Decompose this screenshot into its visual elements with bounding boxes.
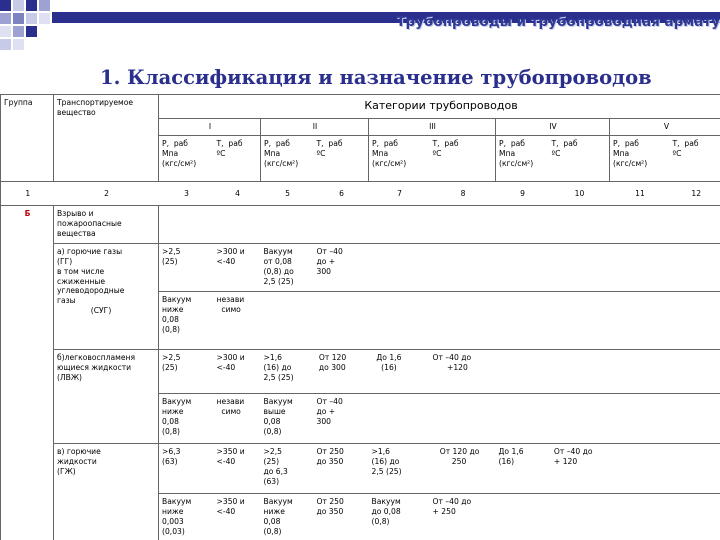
table-cell: От –40 до + 300 (314, 394, 369, 444)
table-cell: Вакуум от 0,08 (0,8) до 2,5 (25) (261, 244, 314, 292)
column-number: 3 (159, 182, 214, 206)
table-cell: Вакуум ниже 0,003 (0,03) (159, 494, 214, 540)
table-cell: От 250 до 350 (314, 494, 369, 540)
medium-name: Взрыво и пожароопасные вещества (54, 206, 159, 244)
group-cell (1, 444, 54, 540)
empty-cell (369, 244, 720, 292)
pressure-label: Р, раб Мпа (кгс/см²) (496, 136, 549, 182)
table-cell: >2,5 (25) до 6,3 (63) (261, 444, 314, 494)
medium-name: а) горючие газы (ГГ) в том числе сжиженные углеводородные газы (СУГ) (54, 244, 159, 350)
empty-cell (610, 444, 720, 494)
table-cell: От –40 до + 300 (314, 244, 369, 292)
column-number: 10 (549, 182, 610, 206)
table-cell: От 250 до 350 (314, 444, 369, 494)
table-cell: Вакуум до 0,08 (0,8) (369, 494, 430, 540)
column-number: 6 (314, 182, 369, 206)
temperature-label: Т, раб ºС (549, 136, 610, 182)
column-number: 1 (1, 182, 54, 206)
table-cell: Вакуум выше 0,08 (0,8) (261, 394, 314, 444)
table-cell: >2,5 (25) (159, 350, 214, 394)
table-cell: Вакуум ниже 0,08 (0,8) (261, 494, 314, 540)
medium-name: в) горючие жидкости (ГЖ) (54, 444, 159, 540)
column-number: 9 (496, 182, 549, 206)
table-cell: >350 и <-40 (214, 494, 261, 540)
pressure-label: Р, раб Мпа (кгс/см²) (261, 136, 314, 182)
column-number: 4 (214, 182, 261, 206)
column-number: 7 (369, 182, 430, 206)
table-cell: >300 и <-40 (214, 244, 261, 292)
category-header: V (610, 119, 720, 136)
column-number: 11 (610, 182, 670, 206)
temperature-label: Т, раб ºС (670, 136, 720, 182)
table-cell: незави симо (214, 394, 261, 444)
table-cell: >300 и <-40 (214, 350, 261, 394)
pipeline-classification-table (0, 94, 720, 540)
table-cell: От –40 до + 120 (549, 444, 610, 494)
table-cell: Вакуум ниже 0,08 (0,8) (159, 292, 214, 350)
empty-cell (496, 494, 720, 540)
column-number: 5 (261, 182, 314, 206)
group-cell (1, 244, 54, 350)
table-cell: >2,5 (25) (159, 244, 214, 292)
empty-cell (496, 350, 720, 394)
temperature-label: Т, раб ºС (430, 136, 496, 182)
table-cell: От 120 до 250 (430, 444, 496, 494)
column-number: 8 (430, 182, 496, 206)
table-cell: От 120 до 300 (314, 350, 369, 394)
empty-cell (369, 394, 720, 444)
table-cell: До 1,6 (16) (496, 444, 549, 494)
group-header: Группа (1, 95, 54, 182)
table-cell: >1,6 (16) до 2,5 (25) (261, 350, 314, 394)
pressure-label: Р, раб Мпа (кгс/см²) (159, 136, 214, 182)
group-letter: Б (1, 206, 54, 244)
pressure-label: Р, раб Мпа (кгс/см²) (610, 136, 670, 182)
table-cell: От –40 до + 250 (430, 494, 496, 540)
medium-name: б)легковоспламеня ющиеся жидкости (ЛВЖ) (54, 350, 159, 444)
group-cell (1, 350, 54, 444)
medium-header: Транспортируемое вещество (54, 95, 159, 182)
categories-header: Категории трубопроводов (159, 95, 720, 119)
temperature-label: Т, раб ºС (314, 136, 369, 182)
pressure-label: Р, раб Мпа (кгс/см²) (369, 136, 430, 182)
column-number: 2 (54, 182, 159, 206)
table-cell: >6,3 (63) (159, 444, 214, 494)
empty-cell (261, 292, 720, 350)
category-header: III (369, 119, 496, 136)
empty-cell (159, 206, 720, 244)
table-cell: незави симо (214, 292, 261, 350)
header-title: Трубопроводы и трубопроводная армату (396, 14, 720, 30)
category-header: I (159, 119, 261, 136)
corner-decoration (0, 0, 90, 55)
temperature-label: Т, раб ºС (214, 136, 261, 182)
table-cell: До 1,6 (16) (369, 350, 430, 394)
table-cell: >1,6 (16) до 2,5 (25) (369, 444, 430, 494)
column-number: 12 (670, 182, 720, 206)
table-cell: >350 и <-40 (214, 444, 261, 494)
category-header: IV (496, 119, 610, 136)
table-cell: От –40 до +120 (430, 350, 496, 394)
page-title: 1. Классификация и назначение трубопроводов (100, 66, 652, 89)
category-header: II (261, 119, 369, 136)
table-cell: Вакуум ниже 0,08 (0,8) (159, 394, 214, 444)
